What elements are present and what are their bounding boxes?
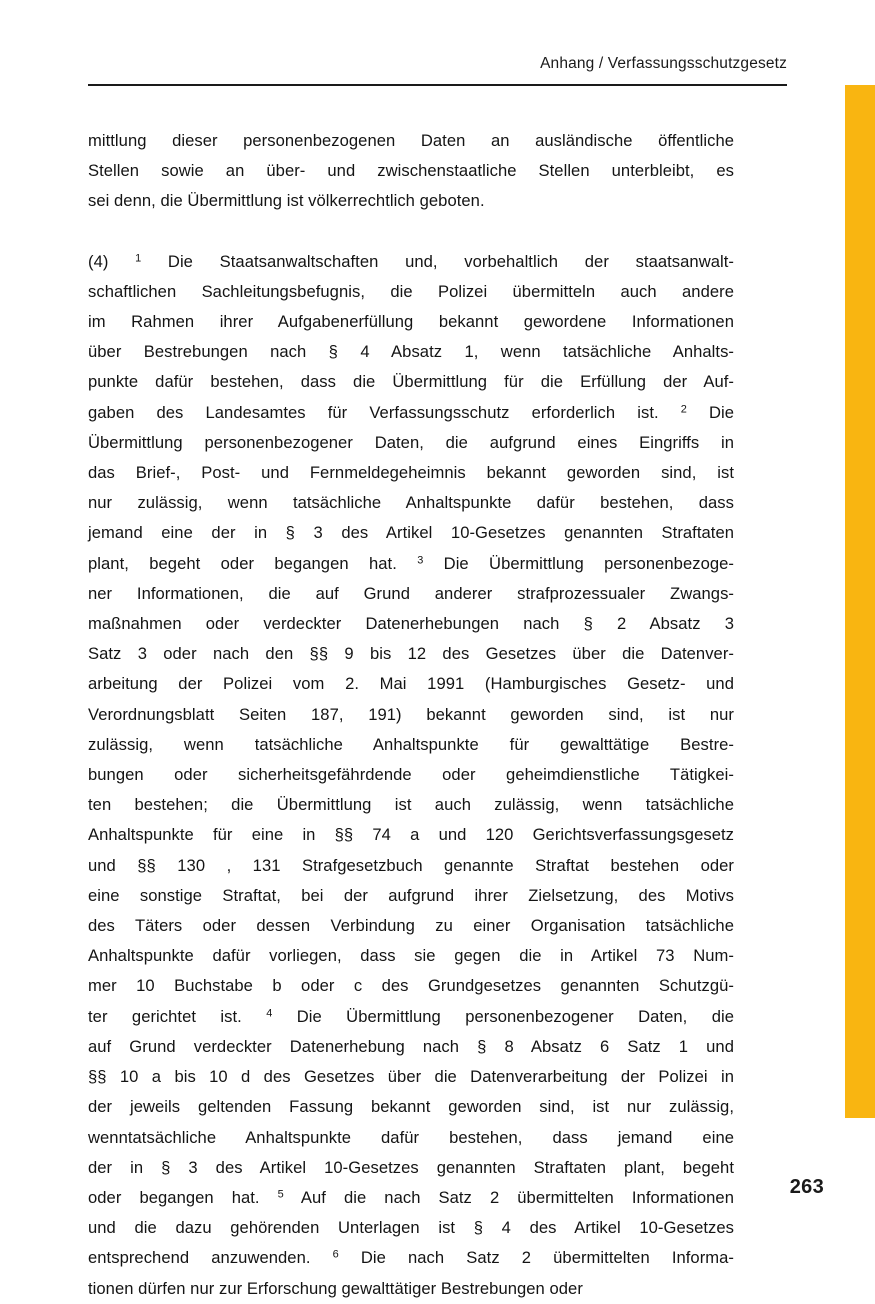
page-number: 263: [789, 1176, 824, 1198]
text-line: Anhaltspunkte für eine in §§ 74 a und 120 Gerichtsverfassungsgesetz: [88, 825, 734, 845]
text-line: mer 10 Buchstabe b oder c des Grundgesetzes genannten Schutzgü-: [88, 976, 734, 996]
sentence-number: 6: [332, 1248, 339, 1261]
sentence-number: 2: [680, 402, 687, 415]
text-line: entsprechend anzuwenden. $^6$ Die nach Satz 2 übermittelten Informa-: [88, 1248, 735, 1268]
running-head-rule: [88, 84, 787, 86]
text-line: oder begangen hat. $^5$ Auf die nach Satz 2 übermittelten Informationen: [88, 1187, 734, 1207]
text-line: jemand eine der in § 3 des Artikel 10-Gesetzes genannten Straftaten: [88, 523, 734, 543]
sentence-number: 5: [277, 1188, 284, 1201]
sentence-number: 3: [417, 553, 424, 566]
text-line: des Täters oder dessen Verbindung zu einer Organisation tatsächliche: [88, 916, 734, 936]
text-line: eine sonstige Straftat, bei der aufgrund ihrer Zielsetzung, des Motivs: [88, 885, 734, 905]
text-line: bungen oder sicherheitsgefährdende oder geheimdienstliche Tätigkei-: [88, 765, 734, 785]
text-line: sei denn, die Übermittlung ist völkerrechtlich geboten.: [88, 191, 485, 211]
text-line: wenntatsächliche Anhaltspunkte dafür bestehen, dass jemand eine: [88, 1127, 734, 1147]
text-column: [88, 126, 734, 1304]
text-line: punkte dafür bestehen, dass die Übermittlung für die Erfüllung der Auf-: [88, 372, 734, 392]
text-line: ten bestehen; die Übermittlung ist auch zulässig, wenn tatsächliche: [88, 795, 734, 815]
paragraph-continued: [88, 126, 734, 217]
text-line: Anhaltspunkte dafür vorliegen, dass sie gegen die in Artikel 73 Num-: [88, 946, 734, 966]
text-line: arbeitung der Polizei vom 2. Mai 1991 (Hamburgisches Gesetz- und: [88, 674, 734, 694]
text-line: gaben des Landesamtes für Verfassungsschutz erforderlich ist. $^2$ Die: [88, 402, 734, 422]
text-line: Übermittlung personenbezogener Daten, die aufgrund eines Eingriffs in: [88, 432, 734, 452]
text-line: Verordnungsblatt Seiten 187, 191) bekannt geworden sind, ist nur: [88, 704, 734, 724]
text-line: im Rahmen ihrer Aufgabenerfüllung bekannt gewordene Informationen: [88, 312, 734, 332]
running-head: Anhang / Verfassungsschutzgesetz: [540, 55, 787, 72]
text-line: mittlung dieser personenbezogenen Daten an ausländische öffentliche: [88, 131, 734, 150]
text-line: auf Grund verdeckter Datenerhebung nach § 8 Absatz 6 Satz 1 und: [88, 1036, 734, 1056]
text-line: tionen dürfen nur zur Erforschung gewalttätiger Bestrebungen oder: [88, 1278, 583, 1298]
text-line: ner Informationen, die auf Grund anderer strafprozessualer Zwangs-: [88, 583, 734, 603]
sentence-number: 4: [266, 1007, 273, 1019]
text-line: und die dazu gehörenden Unterlagen ist § 4 des Artikel 10-Gesetzes: [88, 1218, 734, 1238]
text-line: Stellen sowie an über- und zwischenstaatliche Stellen unterbleibt, es: [88, 161, 734, 181]
text-line: plant, begeht oder begangen hat. $^3$ Die Übermittlung personenbezoge-: [88, 553, 734, 573]
paragraph-absatz-4: [88, 247, 734, 1304]
text-line: über Bestrebungen nach § 4 Absatz 1, wenn tatsächliche Anhalts-: [88, 342, 734, 362]
text-line: maßnahmen oder verdeckter Datenerhebungen nach § 2 Absatz 3: [88, 614, 734, 634]
text-line: zulässig, wenn tatsächliche Anhaltspunkte für gewalttätige Bestre-: [88, 734, 734, 754]
text-line: das Brief-, Post- und Fernmeldegeheimnis bekannt geworden sind, ist: [88, 463, 734, 483]
text-line: Satz 3 oder nach den §§ 9 bis 12 des Gesetzes über die Datenver-: [88, 644, 734, 664]
text-line: der jeweils geltenden Fassung bekannt geworden sind, ist nur zulässig,: [88, 1097, 734, 1117]
text-line: der in § 3 des Artikel 10-Gesetzes genannten Straftaten plant, begeht: [88, 1157, 734, 1177]
text-line: nur zulässig, wenn tatsächliche Anhaltspunkte dafür bestehen, dass: [88, 493, 734, 513]
text-line: schaftlichen Sachleitungsbefugnis, die Polizei übermitteln auch andere: [88, 281, 734, 301]
sentence-number: 1: [135, 251, 142, 264]
text-line: ter gerichtet ist. $^4$ Die Übermittlung personenbezogener Daten, die: [88, 1006, 734, 1026]
section-edge-tab: [845, 85, 875, 1118]
text-line: (4) $^1$ Die Staatsanwaltschaften und, vorbehaltlich der staatsanwalt-: [88, 251, 734, 271]
text-line: und §§ 130 , 131 Strafgesetzbuch genannte Straftat bestehen oder: [88, 855, 734, 875]
text-line: §§ 10 a bis 10 d des Gesetzes über die Datenverarbeitung der Polizei in: [88, 1067, 734, 1087]
